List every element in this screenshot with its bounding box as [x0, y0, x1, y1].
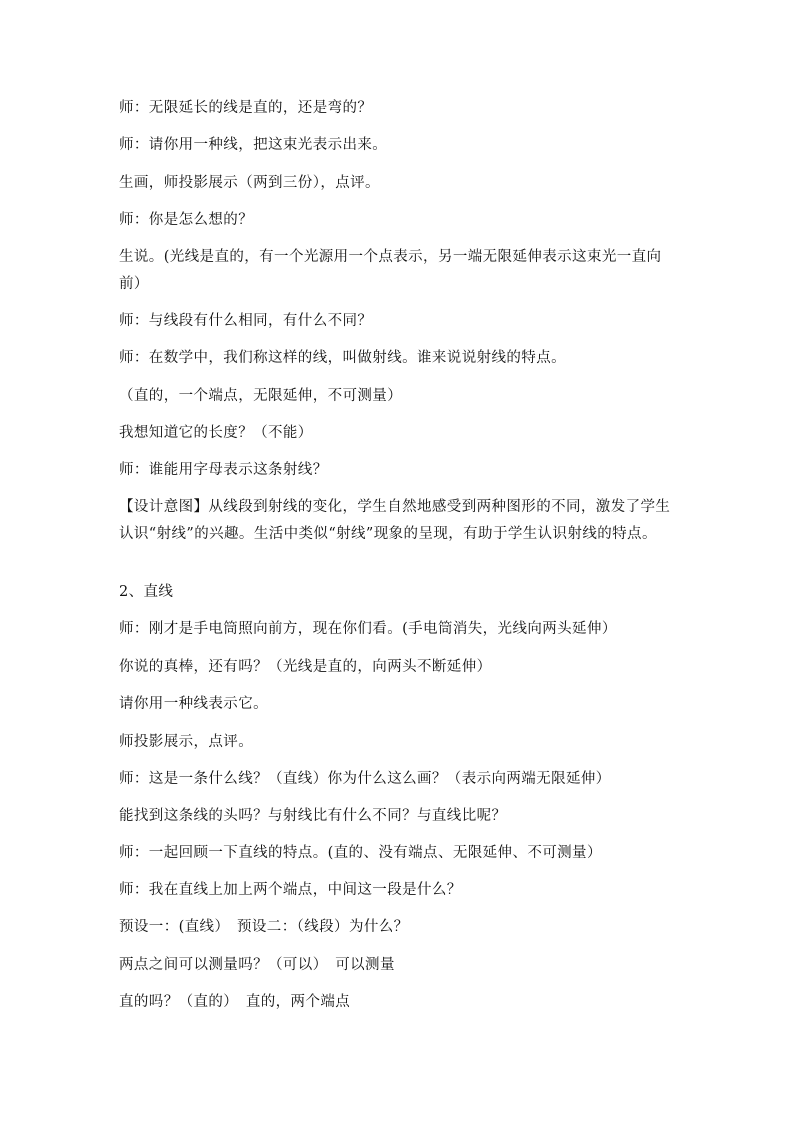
paragraph-17: 师：这是一条什么线？（直线）你为什么这么画？（表示向两端无限延伸） [119, 771, 611, 787]
paragraph-7: 师：在数学中，我们称这样的线，叫做射线。谁来说说射线的特点。 [119, 350, 566, 366]
paragraph-2: 师：请你用一种线，把这束光表示出来。 [119, 137, 388, 153]
design-intent-paragraph: 【设计意图】从线段到射线的变化，学生自然地感受到两种图形的不同，激发了学生认识“射线”的兴趣。生活中类似“射线”现象的呈现，有助于学生认识射线的特点。 [119, 499, 671, 542]
paragraph-4: 师：你是怎么想的？ [119, 212, 254, 228]
paragraph-10: 师：谁能用字母表示这条射线？ [119, 462, 328, 478]
paragraph-5: 生说。(光线是直的，有一个光源用一个点表示，另一端无限延伸表示这束光一直向前） [119, 249, 662, 292]
paragraph-16: 师投影展示，点评。 [119, 734, 254, 750]
paragraph-1: 师：无限延长的线是直的，还是弯的？ [119, 100, 373, 116]
paragraph-14: 你说的真棒，还有吗？（光线是直的，向两头不断延伸） [119, 659, 492, 675]
paragraph-23: 直的吗？（直的） 直的，两个端点 [119, 994, 351, 1010]
paragraph-13: 师：刚才是手电筒照向前方，现在你们看。(手电筒消失，光线向两头延伸） [119, 621, 617, 637]
paragraph-6: 师：与线段有什么相同，有什么不同？ [119, 313, 373, 329]
paragraph-21: 预设一：(直线） 预设二：（线段）为什么？ [119, 919, 409, 935]
paragraph-15: 请你用一种线表示它。 [119, 696, 268, 712]
paragraph-20: 师：我在直线上加上两个端点，中间这一段是什么？ [119, 882, 462, 898]
paragraph-19: 师：一起回顾一下直线的特点。(直的、没有端点、无限延伸、不可测量） [119, 845, 602, 861]
paragraph-9: 我想知道它的长度？（不能） [119, 425, 313, 441]
paragraph-22: 两点之间可以测量吗？（可以） 可以测量 [119, 957, 395, 973]
section-heading-line: 2、直线 [119, 584, 174, 600]
paragraph-8: （直的，一个端点，无限延伸，不可测量） [119, 388, 403, 404]
paragraph-18: 能找到这条线的头吗？与射线比有什么不同？与直线比呢？ [119, 808, 507, 824]
paragraph-3: 生画，师投影展示（两到三份），点评。 [119, 175, 380, 191]
